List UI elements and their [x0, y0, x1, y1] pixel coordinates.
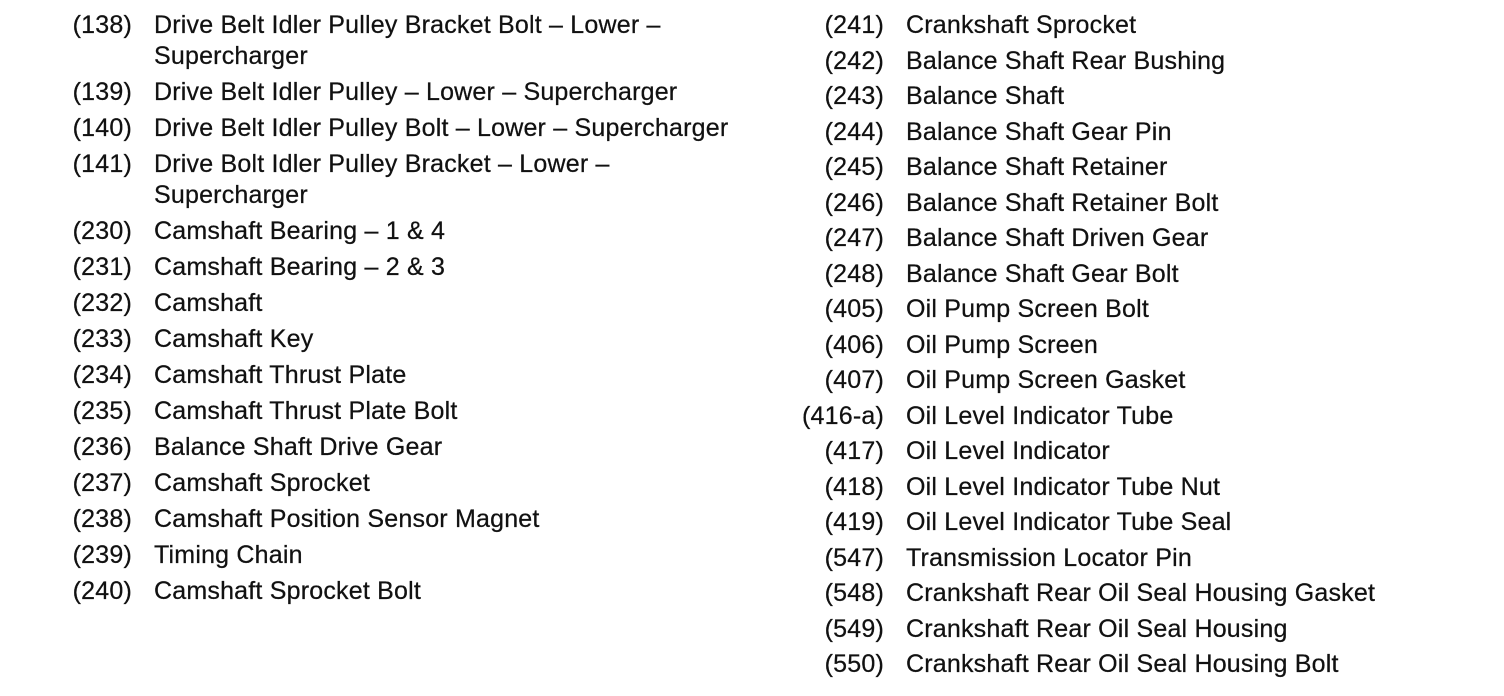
legend-item: [780, 614, 1500, 645]
item-description: Transmission Locator Pin: [906, 543, 1192, 572]
legend-item: [780, 259, 1500, 290]
item-description: Drive Bolt Idler Pulley Bracket – Lower – Supercharger: [154, 150, 610, 209]
item-description: Drive Belt Idler Pulley Bracket Bolt – Lower – Supercharger: [154, 11, 661, 70]
legend-item: [0, 10, 760, 72]
legend-item: [780, 472, 1500, 503]
legend-item: [780, 578, 1500, 609]
legend-item: [0, 252, 760, 283]
item-number: (230): [72, 217, 132, 245]
legend-item: [780, 152, 1500, 183]
item-description: Balance Shaft Rear Bushing: [906, 46, 1226, 75]
item-number: (235): [72, 397, 132, 425]
legend-item: [780, 188, 1500, 219]
item-description: Balance Shaft Drive Gear: [154, 433, 443, 461]
legend-item: [0, 540, 760, 571]
legend-item: [0, 113, 760, 144]
legend-item: [0, 288, 760, 319]
item-number: (236): [72, 433, 132, 461]
item-number: (138): [72, 11, 132, 39]
item-number: (233): [72, 325, 132, 353]
item-description: Camshaft: [154, 289, 263, 317]
legend-item: [780, 543, 1500, 574]
item-number: (246): [824, 188, 884, 217]
item-number: (548): [824, 579, 884, 607]
item-description: Oil Pump Screen Bolt: [906, 295, 1149, 323]
legend-item: [780, 46, 1500, 77]
item-description: Drive Belt Idler Pulley – Lower – Supercharger: [154, 78, 678, 106]
item-description: Camshaft Sprocket Bolt: [154, 577, 422, 605]
item-number: (407): [824, 366, 884, 394]
legend-item: [0, 77, 760, 108]
item-description: Drive Belt Idler Pulley Bolt – Lower – Supercharger: [154, 114, 729, 142]
item-description: Oil Level Indicator Tube: [906, 401, 1174, 430]
legend-item: [780, 365, 1500, 396]
legend-item: [0, 324, 760, 355]
legend-item: [780, 81, 1500, 112]
item-number: (241): [824, 11, 884, 39]
item-description: Oil Pump Screen: [906, 330, 1098, 359]
item-description: Balance Shaft Gear Pin: [906, 117, 1172, 146]
item-number: (243): [824, 82, 884, 110]
item-number: (234): [72, 361, 132, 389]
item-description: Camshaft Thrust Plate Bolt: [154, 397, 458, 425]
item-description: Oil Level Indicator Tube Seal: [906, 508, 1232, 536]
item-description: Camshaft Thrust Plate: [154, 361, 407, 389]
item-number: (418): [824, 472, 884, 501]
legend-item: [780, 436, 1500, 467]
item-number: (231): [72, 253, 132, 281]
item-description: Crankshaft Rear Oil Seal Housing: [906, 614, 1288, 643]
legend-item: [780, 10, 1500, 41]
legend-item: [0, 396, 760, 427]
legend-item: [780, 223, 1500, 254]
legend-item: [780, 507, 1500, 538]
item-description: Camshaft Position Sensor Magnet: [154, 505, 540, 533]
item-number: (141): [72, 150, 132, 178]
item-description: Camshaft Key: [154, 325, 314, 353]
item-description: Balance Shaft Gear Bolt: [906, 259, 1179, 288]
item-number: (244): [824, 117, 884, 146]
item-number: (237): [72, 469, 132, 497]
legend-item: [780, 330, 1500, 361]
legend-item: [0, 216, 760, 247]
item-description: Balance Shaft: [906, 82, 1065, 110]
item-description: Oil Level Indicator Tube Nut: [906, 472, 1221, 501]
item-number: (239): [72, 541, 132, 569]
item-number: (232): [72, 289, 132, 317]
item-description: Balance Shaft Retainer: [906, 153, 1168, 181]
item-number: (248): [824, 259, 884, 288]
legend-item: [780, 294, 1500, 325]
item-number: (419): [824, 508, 884, 536]
item-number: (405): [824, 295, 884, 323]
legend-item: [0, 504, 760, 535]
item-description: Crankshaft Rear Oil Seal Housing Bolt: [906, 650, 1339, 678]
item-number: (247): [824, 224, 884, 252]
item-description: Balance Shaft Driven Gear: [906, 224, 1209, 252]
item-number: (240): [72, 577, 132, 605]
legend-item: [0, 468, 760, 499]
item-number: (245): [824, 153, 884, 181]
item-description: Timing Chain: [154, 541, 303, 569]
item-number: (417): [824, 437, 884, 465]
item-description: Oil Level Indicator: [906, 437, 1110, 465]
item-number: (547): [824, 543, 884, 572]
item-description: Crankshaft Sprocket: [906, 11, 1137, 39]
item-description: Camshaft Sprocket: [154, 469, 370, 497]
parts-legend-left-column: [0, 10, 760, 612]
item-number: (416-a): [802, 401, 884, 430]
legend-item: [0, 432, 760, 463]
legend-item: [780, 117, 1500, 148]
legend-item: [0, 360, 760, 391]
item-number: (140): [72, 114, 132, 142]
item-description: Crankshaft Rear Oil Seal Housing Gasket: [906, 579, 1376, 607]
item-description: Oil Pump Screen Gasket: [906, 366, 1186, 394]
legend-item: [780, 401, 1500, 432]
item-number: (238): [72, 505, 132, 533]
legend-item: [0, 149, 760, 211]
item-description: Camshaft Bearing – 2 & 3: [154, 253, 446, 281]
item-description: Camshaft Bearing – 1 & 4: [154, 217, 446, 245]
item-number: (139): [72, 78, 132, 106]
legend-item: [0, 576, 760, 607]
parts-legend-right-column: [780, 10, 1500, 685]
item-number: (549): [824, 614, 884, 643]
item-number: (406): [824, 330, 884, 359]
item-number: (550): [824, 650, 884, 678]
item-description: Balance Shaft Retainer Bolt: [906, 188, 1219, 217]
legend-item: [780, 649, 1500, 680]
item-number: (242): [824, 46, 884, 75]
